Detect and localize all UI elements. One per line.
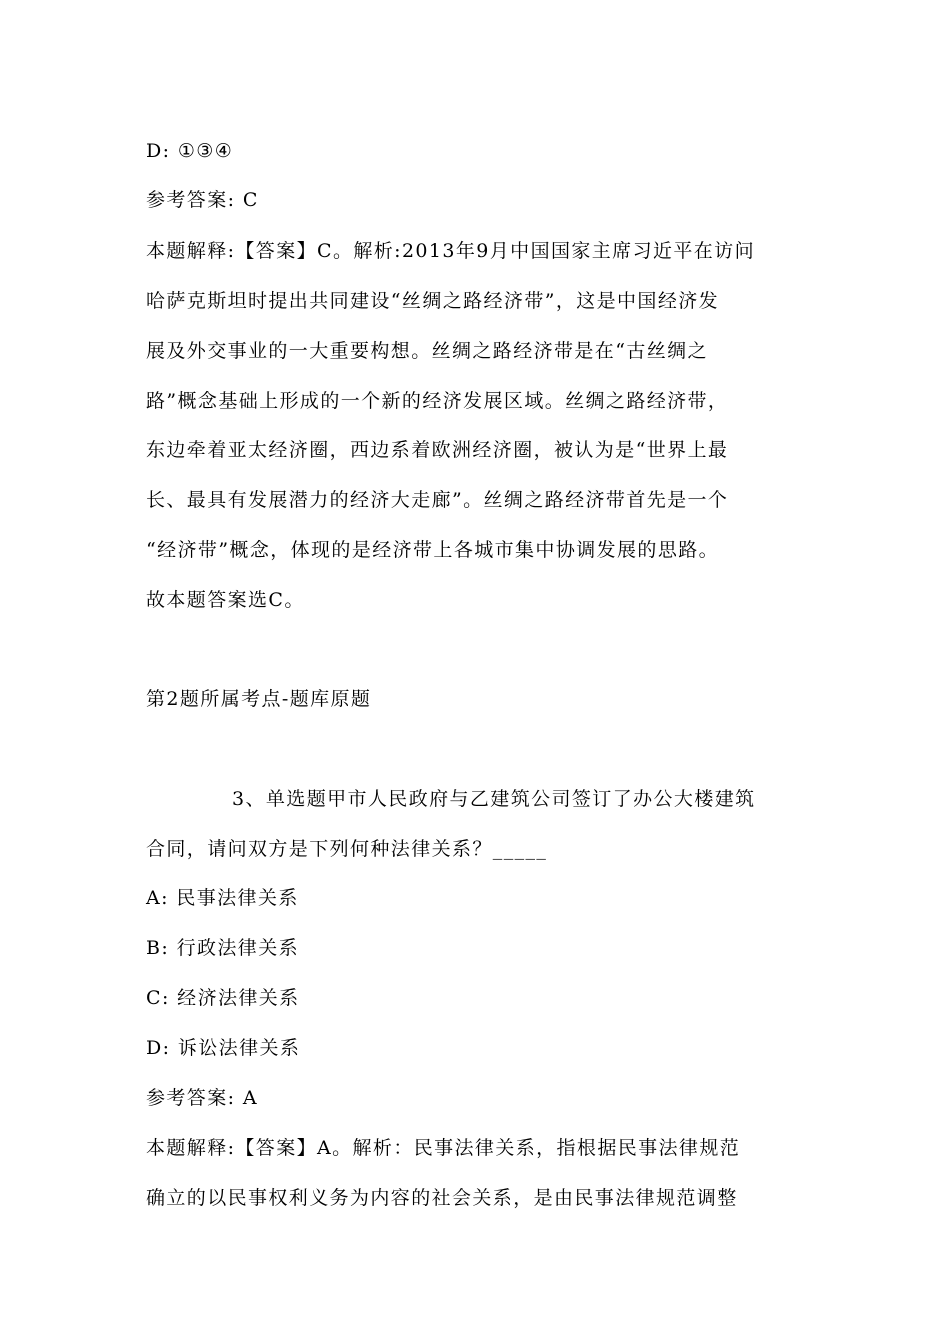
q3-option-a: A: 民事法律关系 [146,887,299,909]
q2-explanation-line-1: 本题解释:【答案】C。解析:2013年9月中国国家主席习近平在访问 [146,240,755,262]
q3-option-b: B: 行政法律关系 [146,937,300,959]
q2-answer: 参考答案: C [146,189,259,211]
q2-option-d: D: ①③④ [146,140,234,162]
q2-explanation-line-5: 东边牵着亚太经济圈，西边系着欧洲经济圈，被认为是“世界上最 [146,439,729,461]
q3-stem-line-2: 合同，请问双方是下列何种法律关系？_____ [146,838,548,860]
q2-explanation-line-7: “经济带”概念，体现的是经济带上各城市集中协调发展的思路。 [146,539,720,561]
q3-option-d: D: 诉讼法律关系 [146,1037,301,1059]
q3-option-c: C: 经济法律关系 [146,987,300,1009]
q2-explanation-line-4: 路”概念基础上形成的一个新的经济发展区域。丝绸之路经济带， [146,390,729,412]
q2-explanation-line-6: 长、最具有发展潜力的经济大走廊”。丝绸之路经济带首先是一个 [146,489,729,511]
q3-answer: 参考答案: A [146,1087,258,1109]
q2-topic: 第2题所属考点-题库原题 [146,688,372,710]
q3-explanation-line-2: 确立的以民事权利义务为内容的社会关系，是由民事法律规范调整 [146,1187,738,1209]
q2-explanation-line-2: 哈萨克斯坦时提出共同建设“丝绸之路经济带”，这是中国经济发 [146,290,720,312]
q3-stem-line-1: 3、单选题甲市人民政府与乙建筑公司签订了办公大楼建筑 [232,788,756,810]
q2-explanation-line-3: 展及外交事业的一大重要构想。丝绸之路经济带是在“古丝绸之 [146,340,708,362]
q2-explanation-line-8: 故本题答案选C。 [146,589,305,611]
q3-explanation-line-1: 本题解释:【答案】A。解析：民事法律关系，指根据民事法律规范 [146,1137,741,1159]
